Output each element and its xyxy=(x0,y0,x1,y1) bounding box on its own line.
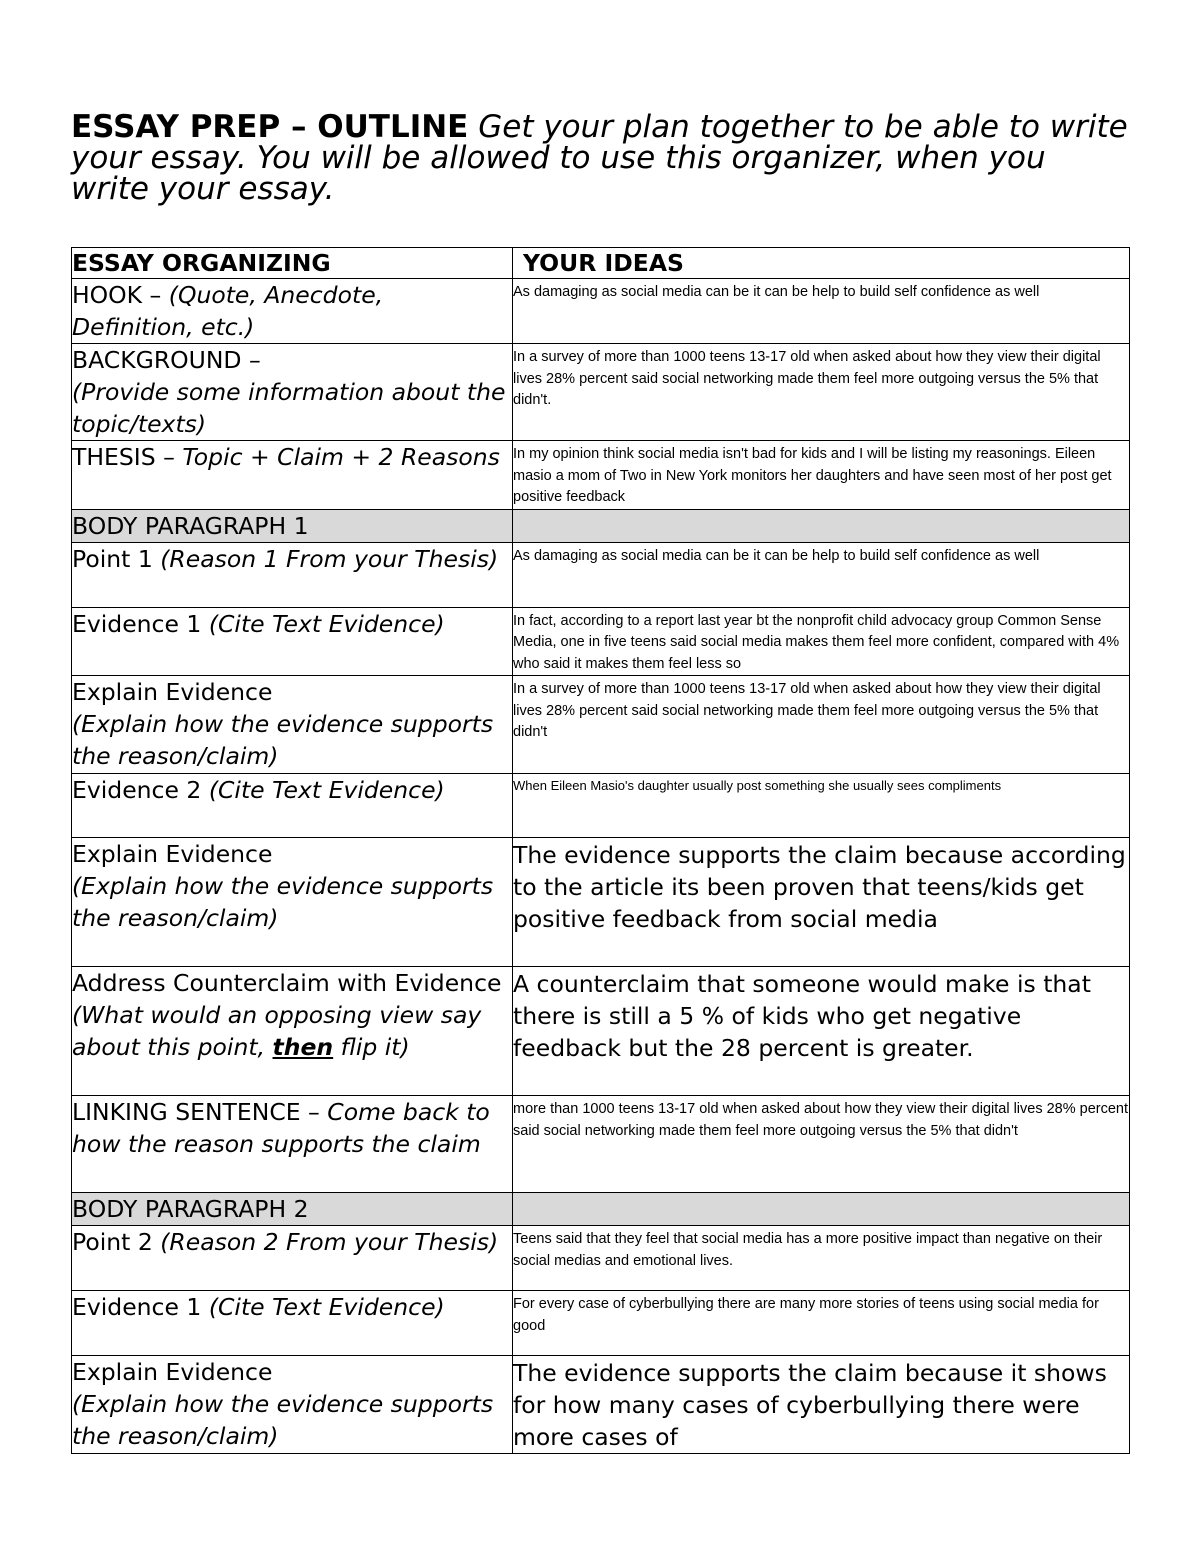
row-explain-evidence-2 xyxy=(72,838,1130,967)
idea-cell[interactable]: For every case of cyberbullying there are many more stories of teens using social media for good xyxy=(513,1291,1130,1356)
table-header xyxy=(72,248,1130,279)
row-label: Explain Evidence (Explain how the evidence supports the reason/claim) xyxy=(72,676,513,774)
idea-cell[interactable]: When Eileen Masio's daughter usually post something she usually sees compliments xyxy=(513,774,1130,838)
idea-cell[interactable]: The evidence supports the claim because according to the article its been proven that teens/kids get positive feedback from social media xyxy=(513,838,1130,967)
idea-cell[interactable]: A counterclaim that someone would make is that there is still a 5 % of kids who get negative feedback but the 28 percent is greater. xyxy=(513,967,1130,1096)
row-counterclaim xyxy=(72,967,1130,1096)
row-evidence-2 xyxy=(72,774,1130,838)
row-background xyxy=(72,344,1130,441)
row-label: Explain Evidence (Explain how the evidence supports the reason/claim) xyxy=(72,838,513,967)
idea-cell[interactable]: As damaging as social media can be it can be help to build self confidence as well xyxy=(513,279,1130,344)
row-evidence-3 xyxy=(72,1291,1130,1356)
section-body-paragraph-2 xyxy=(72,1193,1130,1226)
row-label: Evidence 1 (Cite Text Evidence) xyxy=(72,1291,513,1356)
header-essay-organizing: ESSAY ORGANIZING xyxy=(72,248,513,279)
row-hook xyxy=(72,279,1130,344)
section-label: BODY PARAGRAPH 1 xyxy=(72,509,513,542)
idea-cell[interactable]: Teens said that they feel that social media has a more positive impact than negative on their social medias and emotional lives. xyxy=(513,1226,1130,1291)
section-blank xyxy=(513,509,1130,542)
row-label: Evidence 2 (Cite Text Evidence) xyxy=(72,774,513,838)
section-blank xyxy=(513,1193,1130,1226)
page-title xyxy=(71,109,1131,207)
row-explain-evidence-3 xyxy=(72,1356,1130,1454)
header-your-ideas: YOUR IDEAS xyxy=(513,248,1130,279)
row-label: BACKGROUND – (Provide some information about the topic/texts) xyxy=(72,344,513,441)
row-point-1 xyxy=(72,542,1130,607)
row-linking-sentence xyxy=(72,1096,1130,1193)
row-label: THESIS – Topic + Claim + 2 Reasons xyxy=(72,441,513,510)
idea-cell[interactable]: In fact, according to a report last year bt the nonprofit child advocacy group Common Sense Media, one in five teens said social media makes them feel more confident, compared with 4% who said it makes them feel less so xyxy=(513,607,1130,676)
row-label: LINKING SENTENCE – Come back to how the reason supports the claim xyxy=(72,1096,513,1193)
outline-table xyxy=(71,247,1130,1454)
row-thesis xyxy=(72,441,1130,510)
section-label: BODY PARAGRAPH 2 xyxy=(72,1193,513,1226)
section-body-paragraph-1 xyxy=(72,509,1130,542)
row-label: HOOK – (Quote, Anecdote, Definition, etc.) xyxy=(72,279,513,344)
title-instructions: Get your plan together to be able to write your essay. You will be allowed to use this organizer, when you write your essay. xyxy=(71,109,1128,207)
idea-cell[interactable]: In a survey of more than 1000 teens 13-17 old when asked about how they view their digital lives 28% percent said social networking made them feel more outgoing versus the 5% that didn't xyxy=(513,676,1130,774)
row-evidence-1 xyxy=(72,607,1130,676)
row-explain-evidence-1 xyxy=(72,676,1130,774)
row-point-2 xyxy=(72,1226,1130,1291)
row-label: Point 2 (Reason 2 From your Thesis) xyxy=(72,1226,513,1291)
row-label: Explain Evidence (Explain how the evidence supports the reason/claim) xyxy=(72,1356,513,1454)
idea-cell[interactable]: In a survey of more than 1000 teens 13-17 old when asked about how they view their digital lives 28% percent said social networking made them feel more outgoing versus the 5% that didn't. xyxy=(513,344,1130,441)
row-label: Point 1 (Reason 1 From your Thesis) xyxy=(72,542,513,607)
row-label: Evidence 1 (Cite Text Evidence) xyxy=(72,607,513,676)
row-label: Address Counterclaim with Evidence (What would an opposing view say about this point, then flip it) xyxy=(72,967,513,1096)
idea-cell[interactable]: The evidence supports the claim because it shows for how many cases of cyberbullying there were more cases of xyxy=(513,1356,1130,1454)
idea-cell[interactable]: In my opinion think social media isn't bad for kids and I will be listing my reasonings. Eileen masio a mom of Two in New York monitors her daughters and have seen most of her post get positive feedback xyxy=(513,441,1130,510)
idea-cell[interactable]: more than 1000 teens 13-17 old when asked about how they view their digital lives 28% percent said social networking made them feel more outgoing versus the 5% that didn't xyxy=(513,1096,1130,1193)
idea-cell[interactable]: As damaging as social media can be it can be help to build self confidence as well xyxy=(513,542,1130,607)
title-bold: ESSAY PREP – OUTLINE xyxy=(71,109,469,145)
